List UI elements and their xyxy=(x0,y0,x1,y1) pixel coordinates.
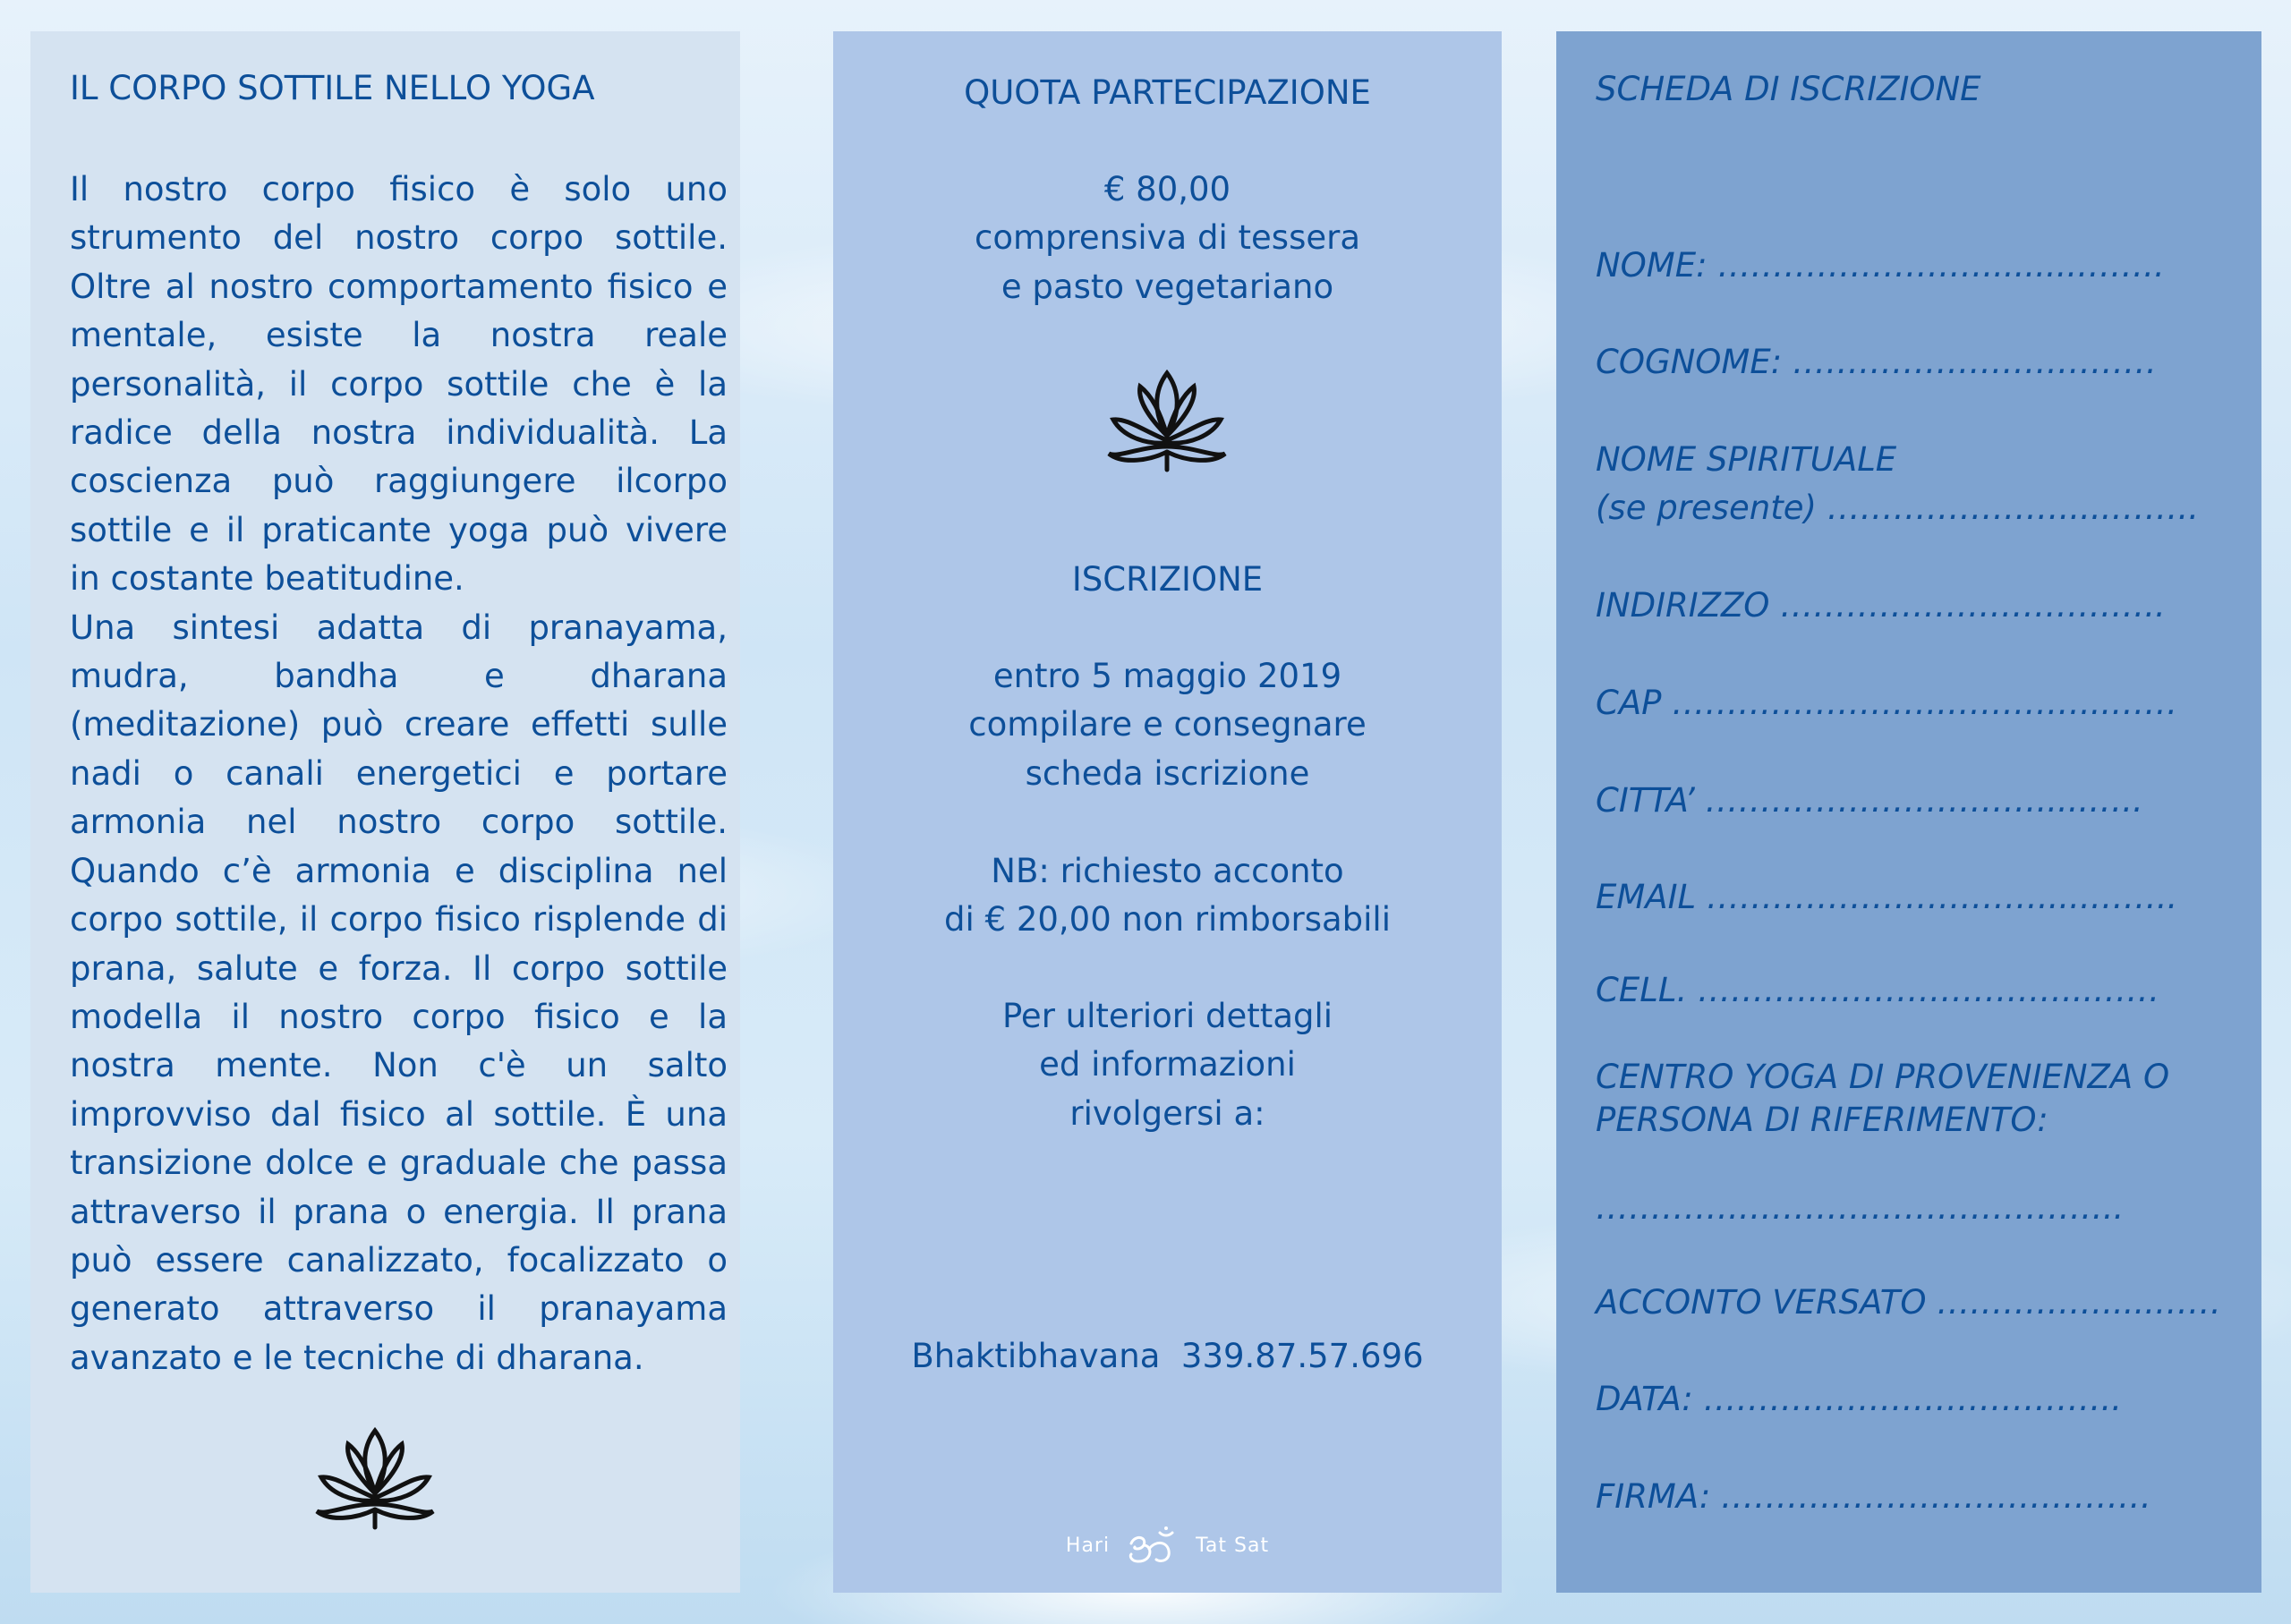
field-email[interactable]: EMAIL ………………………….....…….. xyxy=(1596,878,2178,916)
right-panel xyxy=(1556,31,2261,1593)
info-line: rivolgersi a: xyxy=(1069,1093,1265,1133)
paragraph-2: Una sintesi adatta di pranayama, mudra, bandha e dharana (meditazione) può creare effetti sulle nadi o canali energetici e portare armonia nel nostro corpo sottile. Quando c’è armonia e disciplina nel corpo sottile, il corpo fisico risplende di prana, salute e forza. Il corpo sottile modella il nostro corpo fisico e la nostra mente. Non c'è un salto improvviso dal fisico al sottile. È una transizione dolce e graduale che passa attraverso il prana o energia. Il prana può essere canalizzato, focalizzato o generato attraverso il pranayama avanzato e le tecniche di dharana. xyxy=(70,608,728,1377)
om-icon xyxy=(1126,1526,1180,1567)
middle-panel xyxy=(833,31,1502,1593)
section-title-quota: QUOTA PARTECIPAZIONE xyxy=(964,73,1371,112)
lotus-icon xyxy=(308,1422,442,1534)
field-centro-label-1: CENTRO YOGA DI PROVENIENZA O xyxy=(1596,1058,2170,1096)
field-citta[interactable]: CITTA’ ………………………….....….. xyxy=(1596,781,2143,820)
field-centro-label-2: PERSONA DI RIFERIMENTO: xyxy=(1596,1101,2048,1139)
info-line: ed informazioni xyxy=(1039,1045,1296,1084)
deadline-line: compilare e consegnare xyxy=(968,705,1367,744)
deadline-line: scheda iscrizione xyxy=(1025,753,1310,793)
nb-block xyxy=(833,847,1502,945)
price-line: comprensiva di tessera xyxy=(974,218,1360,258)
paragraph-1: Il nostro corpo fisico è solo uno strumento del nostro corpo sottile. Oltre al nostro comportamento fisico e mentale, esiste la nostra reale personalità, il corpo sottile che è la radice della nostra individualità. La coscienza può raggiungere ilcorpo sottile e il praticante yoga può vivere in costante beatitudine. xyxy=(70,170,728,599)
field-nome-spirituale-label: NOME SPIRITUALE xyxy=(1596,440,1897,479)
field-cell[interactable]: CELL. ……………………………...…… xyxy=(1596,971,2160,1009)
nb-line: di € 20,00 non rimborsabili xyxy=(944,900,1391,940)
field-acconto[interactable]: ACCONTO VERSATO …………….....…… xyxy=(1596,1283,2222,1322)
section-title-scheda: SCHEDA DI ISCRIZIONE xyxy=(1596,70,1981,108)
section-title-iscrizione: ISCRIZIONE xyxy=(1071,560,1264,599)
section-title-corpo-sottile: IL CORPO SOTTILE NELLO YOGA xyxy=(70,69,595,107)
field-centro[interactable]: ………….…………………………….. xyxy=(1596,1188,2125,1227)
field-nome[interactable]: NOME: …………………….........…….. xyxy=(1596,246,2165,285)
field-nome-spirituale[interactable]: (se presente) ………………….....…….. xyxy=(1596,489,2199,527)
info-block xyxy=(833,992,1502,1138)
price-line: € 80,00 xyxy=(1103,170,1231,208)
footer-mantra xyxy=(833,1526,1502,1567)
price-block xyxy=(833,166,1502,311)
price-line: e pasto vegetariano xyxy=(1001,267,1334,306)
field-cognome[interactable]: COGNOME: …………………………… xyxy=(1596,343,2157,381)
nb-line: NB: richiesto acconto xyxy=(991,852,1344,890)
field-firma[interactable]: FIRMA: ………………………………… xyxy=(1596,1477,2152,1516)
deadline-block xyxy=(833,652,1502,798)
field-data[interactable]: DATA: ……………………………….. xyxy=(1596,1380,2123,1418)
info-line: Per ulteriori dettagli xyxy=(1001,997,1333,1035)
footer-right-text: Tat Sat xyxy=(1196,1535,1270,1557)
lotus-icon xyxy=(1100,364,1234,476)
body-text xyxy=(70,166,728,1382)
contact-phone: Bhaktibhavana 339.87.57.696 xyxy=(911,1337,1424,1375)
footer-left-text: Hari xyxy=(1065,1535,1111,1557)
field-cap[interactable]: CAP …………………….…………...…… xyxy=(1596,684,2178,722)
deadline-line: entro 5 maggio 2019 xyxy=(992,657,1342,695)
field-indirizzo[interactable]: INDIRIZZO …………………………….. xyxy=(1596,586,2166,625)
left-panel xyxy=(30,31,740,1593)
